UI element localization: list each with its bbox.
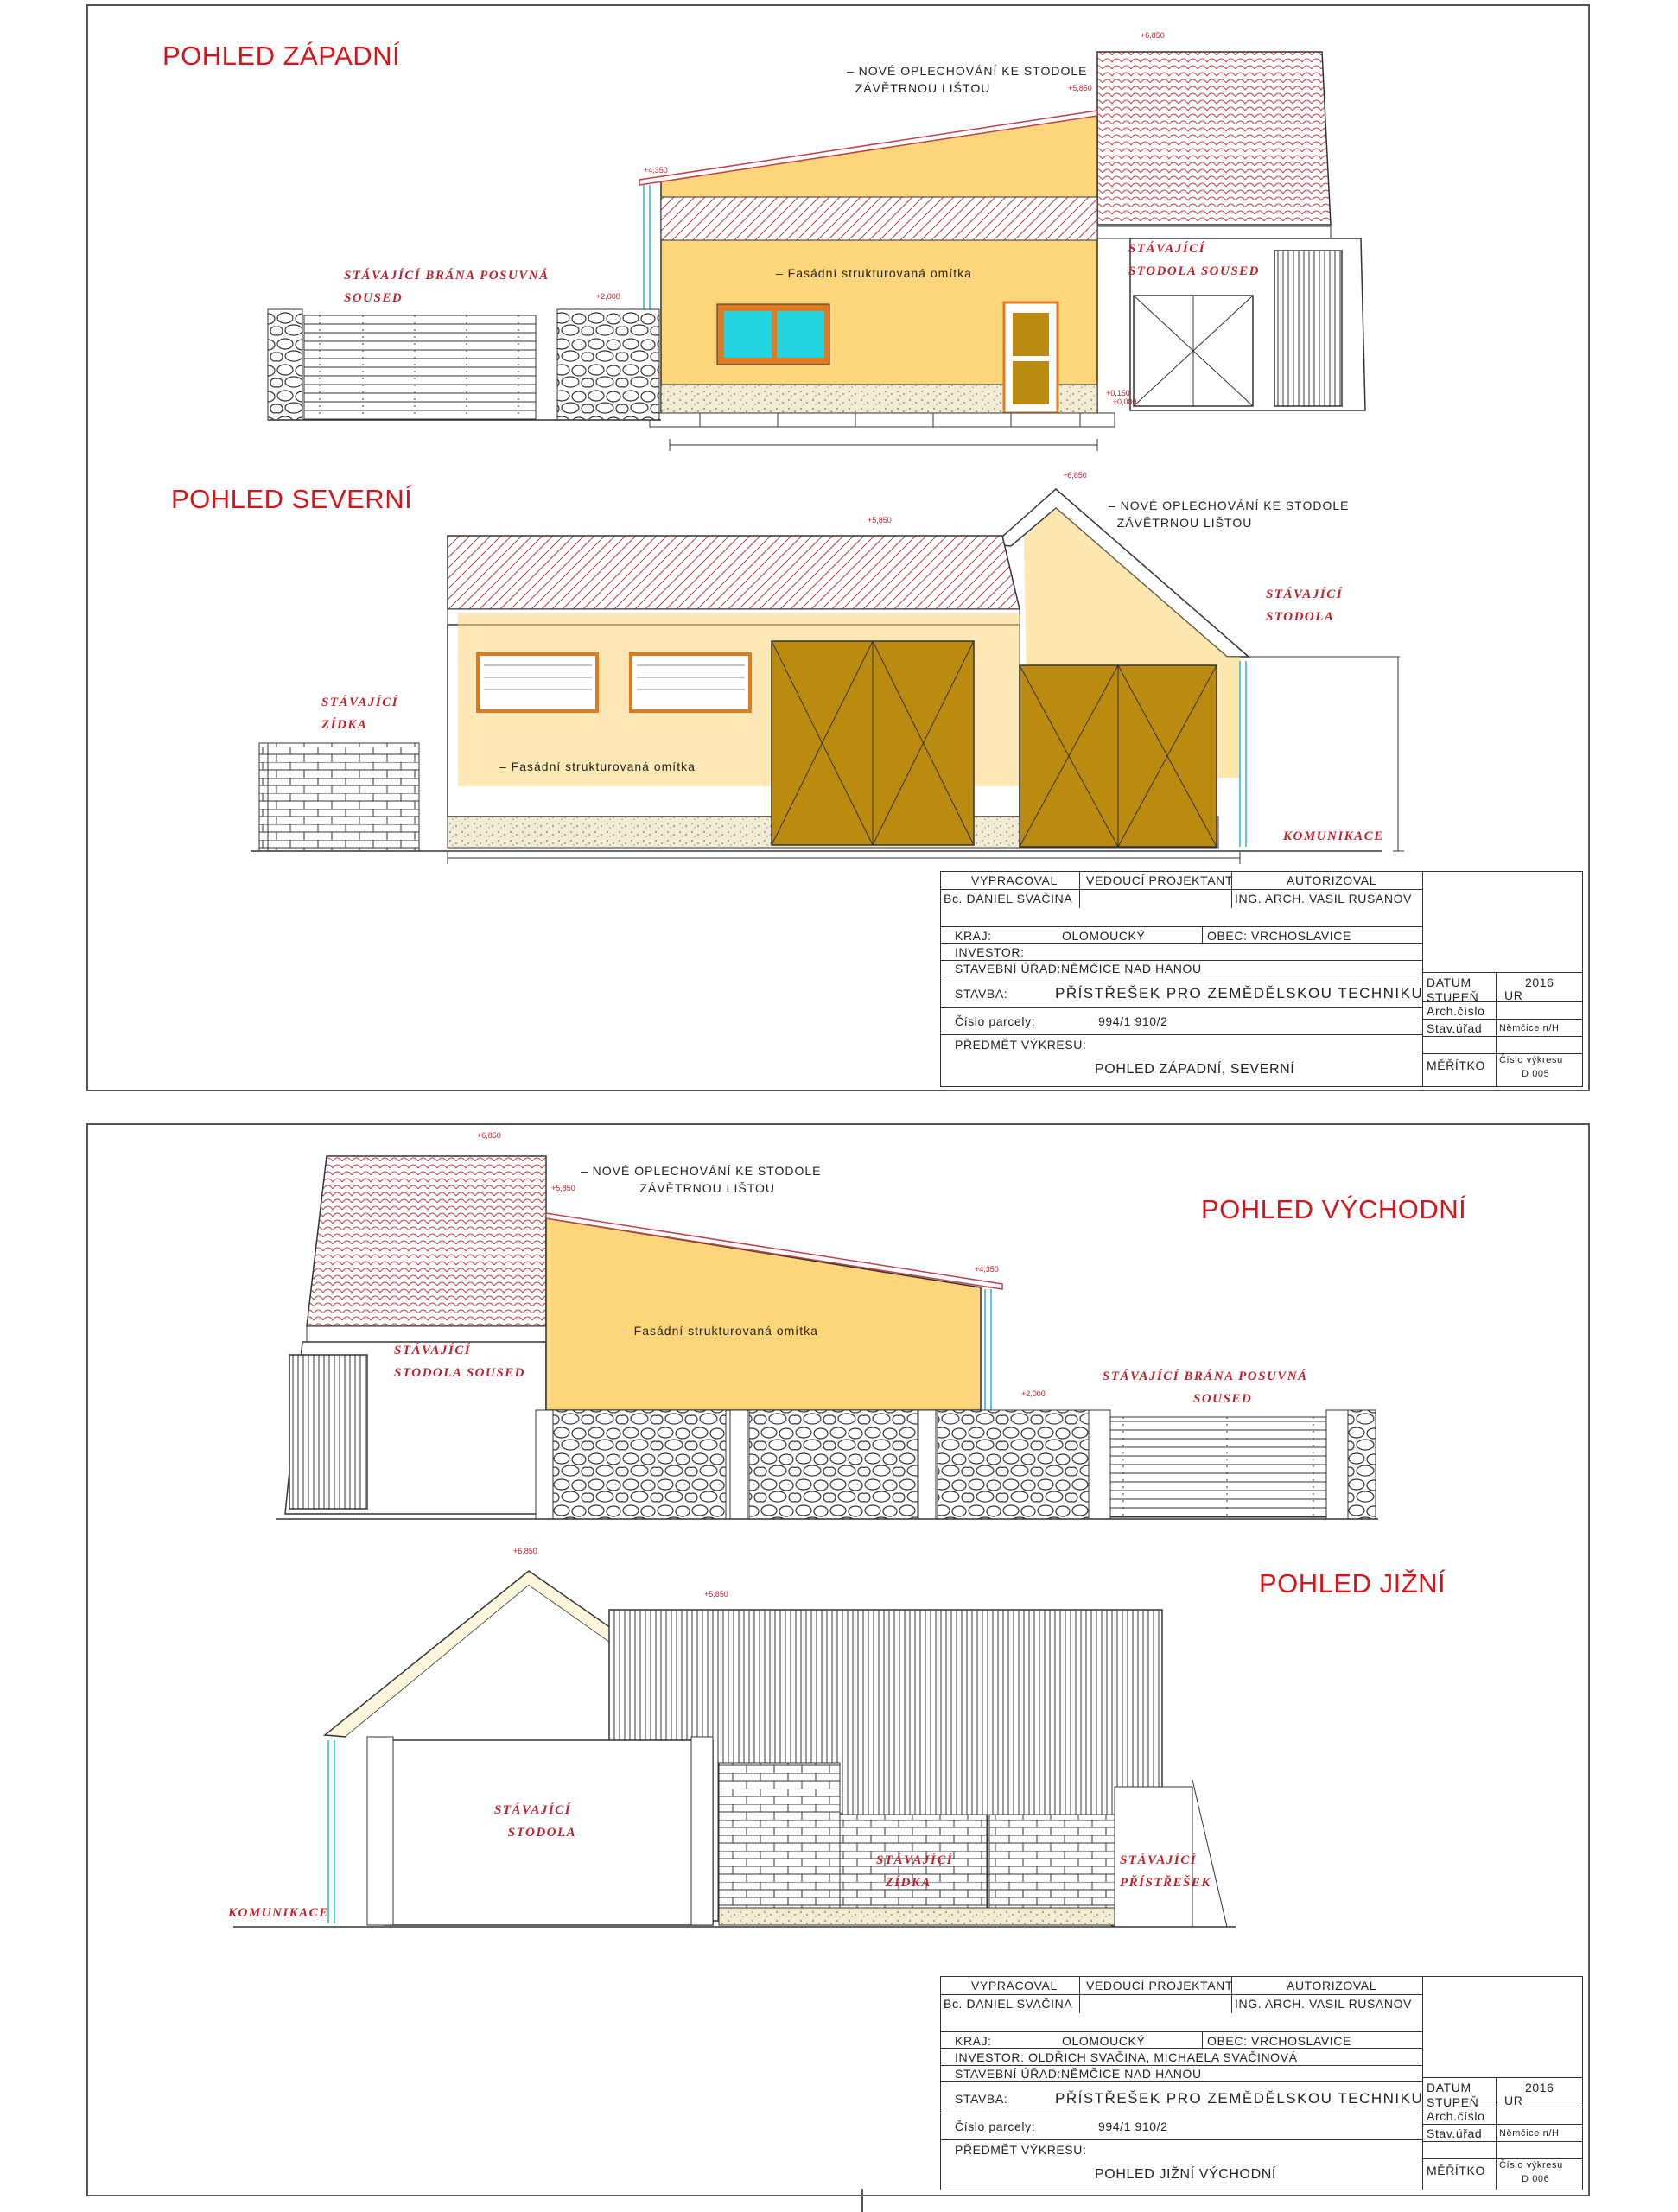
elevation-label: +4,350 <box>975 1265 999 1274</box>
title-block <box>940 1976 1583 2190</box>
tb-arch-no: Arch.číslo <box>1427 2109 1485 2123</box>
tb-parcel-label: Číslo parcely: <box>955 2120 1036 2133</box>
tb-stav-val: Němčice n/H <box>1499 2128 1560 2139</box>
tb-building-label: STAVBA: <box>955 2092 1008 2106</box>
tb-investor: INVESTOR: OLDŘICH SVAČINA, MICHAELA SVAČINOVÁ <box>955 2050 1298 2064</box>
existing-wall-label: STÁVAJÍCÍ ZÍDKA <box>876 1853 954 1890</box>
elevation-label: ±0,000 <box>1113 397 1137 406</box>
tb-stav-urad: Stav.úřad <box>1427 2126 1483 2140</box>
elevation-label: +4,350 <box>644 166 668 175</box>
tb-drawing-no-label: Číslo výkresu <box>1499 1055 1563 1065</box>
elevation-label: +5,850 <box>551 1184 575 1192</box>
tb-subject: POHLED ZÁPADNÍ, SEVERNÍ <box>1095 1062 1295 1077</box>
elevation-label: +5,850 <box>1068 84 1092 92</box>
existing-gate-label: STÁVAJÍCÍ BRÁNA POSUVNÁ SOUSED <box>344 269 550 305</box>
sheet-fold-line <box>861 2189 863 2212</box>
tb-drawing-no: D 006 <box>1522 2174 1550 2184</box>
elevation-label: +0,150 <box>1106 389 1130 397</box>
tb-subject-label: PŘEDMĚT VÝKRESU: <box>955 2143 1087 2157</box>
tb-stav-urad: Stav.úřad <box>1427 1021 1483 1035</box>
tb-date-label: DATUM <box>1427 976 1471 989</box>
tb-lead-header: VEDOUCÍ PROJEKTANT <box>1086 874 1234 887</box>
tb-region-label: KRAJ: <box>955 929 992 943</box>
tb-office: STAVEBNÍ ÚŘAD:NĚMČICE NAD HANOU <box>955 2067 1202 2081</box>
east-elevation-title: POHLED VÝCHODNÍ <box>1201 1194 1467 1224</box>
tb-parcel: 994/1 910/2 <box>1098 1014 1168 1028</box>
plaster-note: – Fasádní strukturovaná omítka <box>776 266 972 280</box>
tb-region: OLOMOUCKÝ <box>1062 929 1146 943</box>
west-elevation-title: POHLED ZÁPADNÍ <box>162 41 401 71</box>
tb-municipality: OBEC: VRCHOSLAVICE <box>1207 2034 1351 2048</box>
tb-drawn-by-header: VYPRACOVAL <box>971 1979 1058 1993</box>
tb-drawing-no-label: Číslo výkresu <box>1499 2160 1563 2171</box>
existing-shelter-label: STÁVAJÍCÍ PŘÍSTŘEŠEK <box>1120 1853 1211 1890</box>
tb-auth: ING. ARCH. VASIL RUSANOV <box>1235 1997 1412 2011</box>
existing-barn-label: STÁVAJÍCÍ STODOLA <box>1266 588 1344 624</box>
roof-flashing-note: – NOVÉ OPLECHOVÁNÍ KE STODOLE ZÁVĚTRNOU LIŠTOU <box>581 1164 822 1195</box>
tb-drawn-by: Bc. DANIEL SVAČINA <box>944 892 1073 906</box>
elevation-label: +5,850 <box>868 516 892 524</box>
elevation-label: +6,850 <box>1141 31 1165 40</box>
existing-barn-label: STÁVAJÍCÍ STODOLA SOUSED <box>394 1344 526 1380</box>
tb-building: PŘÍSTŘEŠEK PRO ZEMĚDĚLSKOU TECHNIKU <box>1055 985 1424 1001</box>
plaster-note: – Fasádní strukturovaná omítka <box>622 1324 818 1338</box>
tb-scale-label: MĚŘÍTKO <box>1427 1058 1485 1072</box>
tb-stage: UR <box>1504 988 1523 1002</box>
tb-municipality: OBEC: VRCHOSLAVICE <box>1207 929 1351 943</box>
elevation-label: +6,850 <box>513 1547 537 1555</box>
roof-flashing-note: – NOVÉ OPLECHOVÁNÍ KE STODOLE ZÁVĚTRNOU LIŠTOU <box>847 64 1088 95</box>
south-elevation-title: POHLED JIŽNÍ <box>1259 1568 1446 1599</box>
tb-lead-header: VEDOUCÍ PROJEKTANT <box>1086 1979 1234 1993</box>
tb-stage-label: STUPEŇ <box>1427 990 1479 1004</box>
tb-drawing-no: D 005 <box>1522 1069 1550 1079</box>
elevation-label: +6,850 <box>477 1131 501 1140</box>
tb-stage-label: STUPEŇ <box>1427 2095 1479 2109</box>
tb-subject: POHLED JIŽNÍ VÝCHODNÍ <box>1095 2167 1276 2182</box>
tb-arch-no: Arch.číslo <box>1427 1004 1485 1018</box>
existing-gate-label: STÁVAJÍCÍ BRÁNA POSUVNÁ SOUSED <box>1103 1370 1308 1406</box>
tb-auth-header: AUTORIZOVAL <box>1287 874 1377 887</box>
elevation-label: +2,000 <box>1021 1389 1046 1398</box>
tb-stage: UR <box>1504 2094 1523 2107</box>
tb-building: PŘÍSTŘEŠEK PRO ZEMĚDĚLSKOU TECHNIKU <box>1055 2090 1424 2107</box>
tb-drawn-by-header: VYPRACOVAL <box>971 874 1058 887</box>
tb-scale-label: MĚŘÍTKO <box>1427 2164 1485 2177</box>
tb-office: STAVEBNÍ ÚŘAD:NĚMČICE NAD HANOU <box>955 962 1202 976</box>
tb-auth-header: AUTORIZOVAL <box>1287 1979 1377 1993</box>
road-label: KOMUNIKACE <box>228 1906 329 1920</box>
road-label: KOMUNIKACE <box>1283 830 1384 843</box>
tb-drawn-by: Bc. DANIEL SVAČINA <box>944 1997 1073 2011</box>
tb-investor: INVESTOR: <box>955 945 1025 959</box>
tb-date: 2016 <box>1525 2081 1554 2094</box>
elevation-label: +6,850 <box>1063 471 1087 480</box>
elevation-label: +5,850 <box>704 1590 728 1599</box>
tb-auth: ING. ARCH. VASIL RUSANOV <box>1235 892 1412 906</box>
tb-subject-label: PŘEDMĚT VÝKRESU: <box>955 1038 1087 1052</box>
existing-barn-label: STÁVAJÍCÍ STODOLA <box>494 1803 577 1840</box>
tb-stav-val: Němčice n/H <box>1499 1023 1560 1033</box>
tb-date: 2016 <box>1525 976 1554 989</box>
tb-parcel-label: Číslo parcely: <box>955 1014 1036 1028</box>
tb-region: OLOMOUCKÝ <box>1062 2034 1146 2048</box>
tb-region-label: KRAJ: <box>955 2034 992 2048</box>
tb-building-label: STAVBA: <box>955 987 1008 1001</box>
tb-date-label: DATUM <box>1427 2081 1471 2094</box>
north-elevation-title: POHLED SEVERNÍ <box>171 484 413 514</box>
elevation-label: +2,000 <box>596 292 620 301</box>
roof-flashing-note: – NOVÉ OPLECHOVÁNÍ KE STODOLE ZÁVĚTRNOU LIŠTOU <box>1109 499 1350 530</box>
tb-parcel: 994/1 910/2 <box>1098 2120 1168 2133</box>
existing-wall-label: STÁVAJÍCÍ ZÍDKA <box>321 696 399 732</box>
existing-barn-label: STÁVAJÍCÍ STODOLA SOUSED <box>1128 242 1261 278</box>
plaster-note: – Fasádní strukturovaná omítka <box>499 760 696 773</box>
